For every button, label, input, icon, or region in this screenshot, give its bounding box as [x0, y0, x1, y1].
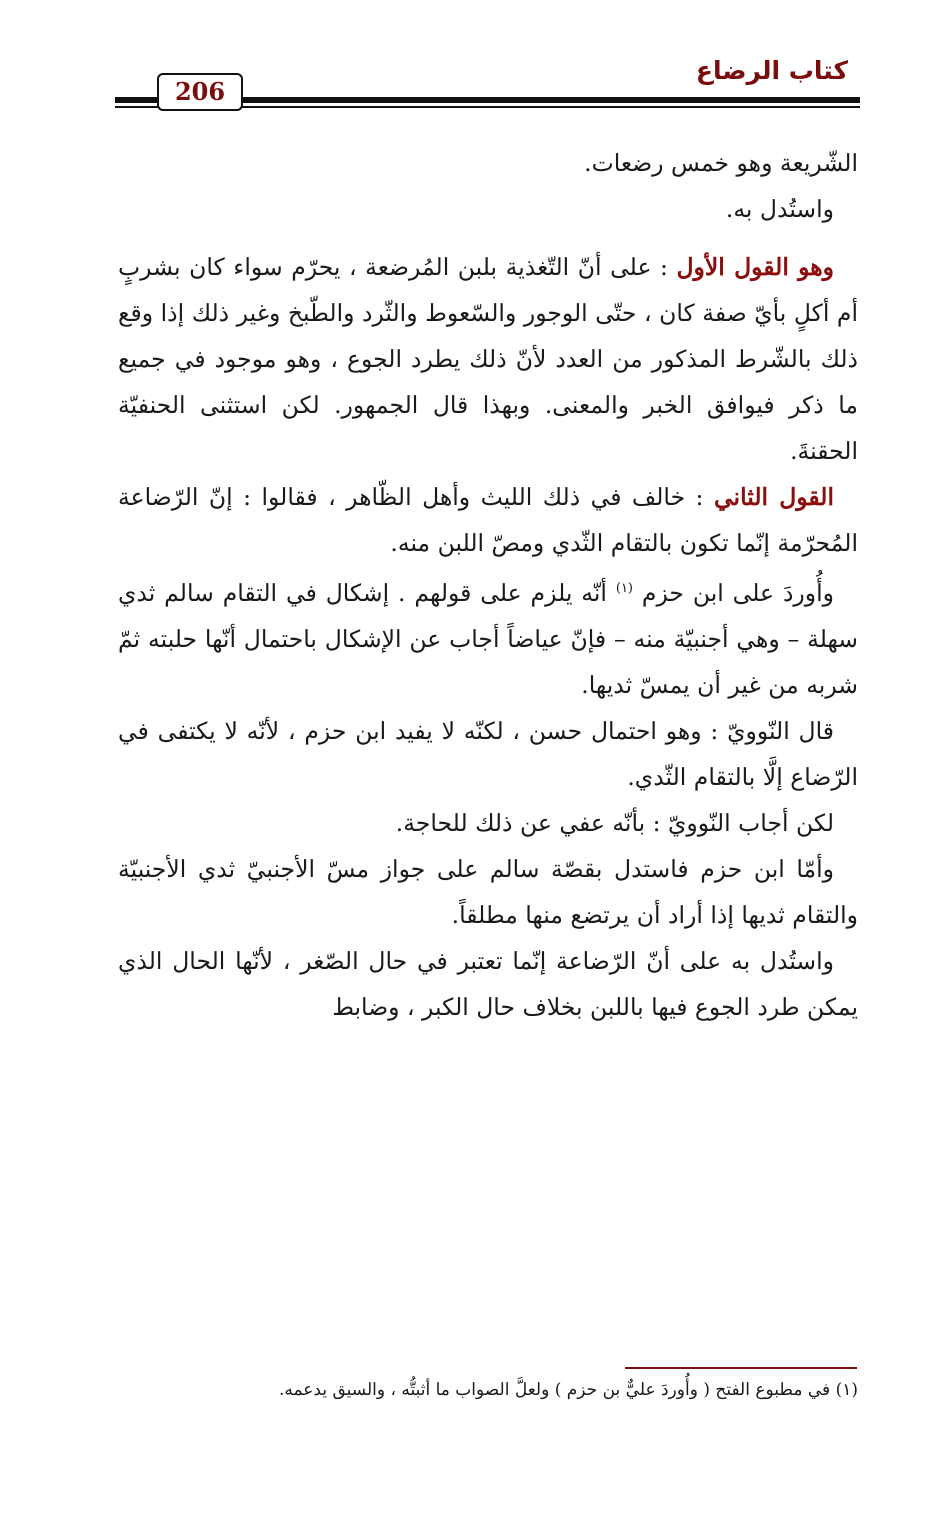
footnote-divider	[625, 1367, 857, 1369]
first-opinion-text: : على أنّ التّغذية بلبن المُرضعة ، يحرّم سواء كان بشربٍ أم أكلٍ بأيّ صفة كان ، حتّى الوجور والسّعوط والثّرد والطّبخ وغير ذلك إذا وقع ذلك بالشّرط المذكور من العدد لأنّ ذلك يطرد الجوع ، وهو موجود في جميع ما ذكر فيوافق الخبر والمعنى. وبهذا قال الجمهور. لكن استثنى الحنفيّة الحقنةَ.	[118, 253, 858, 465]
paragraph-6: قال النّوويّ : وهو احتمال حسن ، لكنّه لا يفيد ابن حزم ، لأنّه لا يكتفى في الرّضاع إلَّا بالتقام الثّدي.	[118, 716, 858, 791]
paragraph-7: لكن أجاب النّوويّ : بأنّه عفي عن ذلك للحاجة.	[395, 808, 834, 837]
footnote-reference[interactable]: (١)	[615, 581, 633, 596]
paragraph-2: واستُدل به.	[725, 195, 834, 223]
second-opinion-label: القول الثاني	[713, 483, 834, 511]
paragraph-5	[118, 566, 858, 708]
main-text	[118, 140, 858, 1030]
page-header	[115, 50, 860, 120]
paragraph-8: وأمّا ابن حزم فاستدل بقصّة سالم على جواز مسّ الأجنبيّ ثدي الأجنبيّة والتقام ثديها إذا أراد أن يرتضع منها مطلقاً.	[118, 854, 858, 929]
paragraph-5-start: وأُوردَ على ابن حزم	[633, 578, 835, 607]
paragraph-9: واستُدل به على أنّ الرّضاعة إنّما تعتبر في حال الصّغر ، لأنّها الحال الذي يمكن طرد الجوع فيها باللبن بخلاف حال الكبر ، وضابط	[118, 946, 858, 1021]
footnote: (١) في مطبوع الفتح ( وأُوردَ عليٌّ بن حزم ) ولعلَّ الصواب ما أثبتُّه ، والسيق يدعمه.	[278, 1380, 858, 1400]
chapter-title: كتاب الرضاع	[695, 56, 848, 85]
page-number: 206	[157, 73, 243, 111]
paragraph-5-end: أنّه يلزم على قولهم . إشكال في التقام سالم ثدي سهلة – وهي أجنبيّة منه – فإنّ عياضاً أجاب عن الإشكال باحتمال أنّها حلبته ثمّ شربه من غير أن يمسّ ثديها.	[118, 578, 858, 699]
paragraph-4	[118, 474, 858, 566]
second-opinion-text: : خالف في ذلك الليث وأهل الظّاهر ، فقالوا : إنّ الرّضاعة المُحرّمة إنّما تكون بالتقام الثّدي ومصّ اللبن منه.	[118, 483, 858, 557]
first-opinion-label: وهو القول الأول	[676, 253, 834, 281]
paragraph-3	[118, 244, 858, 474]
paragraph-1: الشّريعة وهو خمس رضعات.	[584, 149, 858, 177]
